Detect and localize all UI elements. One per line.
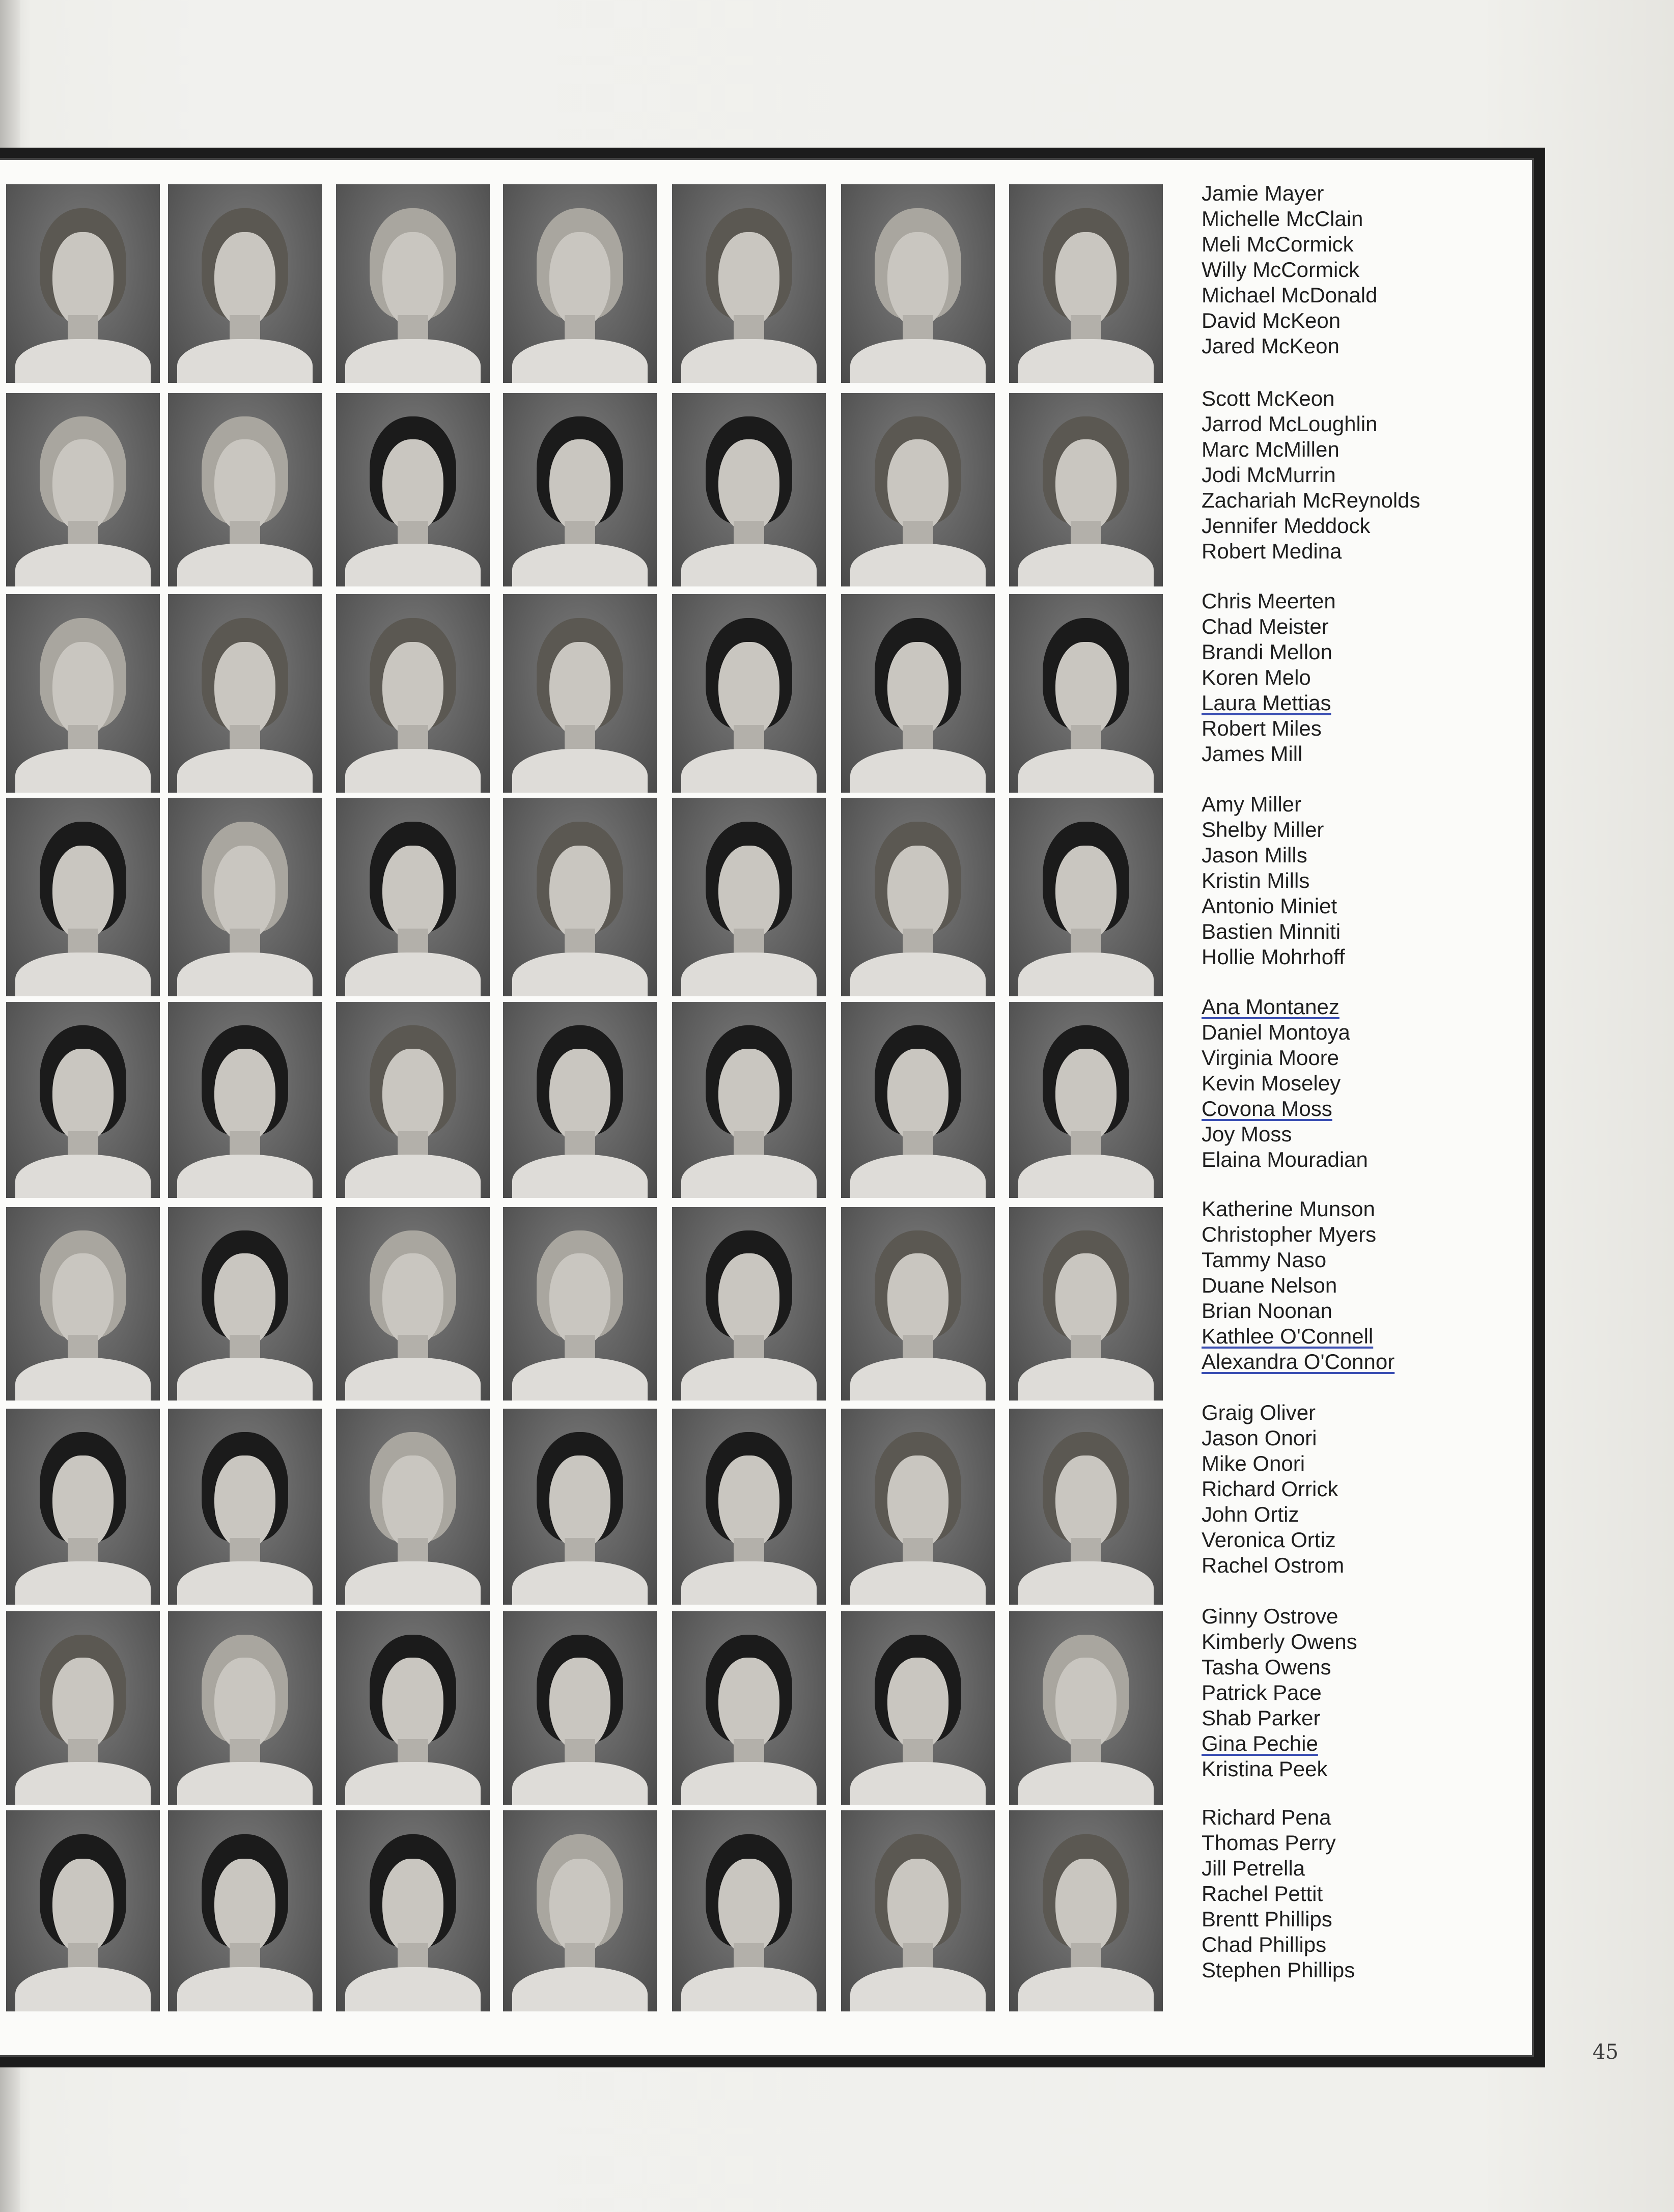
- portrait-face: [52, 232, 114, 327]
- portrait-shirt: [681, 1561, 817, 1605]
- portrait-shirt: [1018, 1561, 1154, 1605]
- student-name: Shab Parker: [1202, 1706, 1321, 1730]
- student-portrait: [1009, 184, 1163, 383]
- student-name: James Mill: [1202, 742, 1303, 766]
- portrait-shirt: [177, 1358, 313, 1401]
- portrait-shirt: [850, 1762, 986, 1805]
- name-block: [1202, 994, 1517, 1172]
- student-portrait: [168, 798, 322, 996]
- student-name: Kimberly Owens: [1202, 1630, 1357, 1654]
- student-portrait: [336, 393, 490, 586]
- student-portrait: [336, 1409, 490, 1605]
- student-name: Virginia Moore: [1202, 1046, 1340, 1070]
- student-name: Ana Montanez: [1202, 995, 1340, 1019]
- portrait-face: [52, 1049, 114, 1143]
- student-name: Kristina Peek: [1202, 1757, 1328, 1781]
- portrait-shirt: [345, 544, 481, 586]
- portrait-shirt: [1018, 1358, 1154, 1401]
- student-portrait: [841, 1207, 995, 1401]
- student-name: Koren Melo: [1202, 665, 1311, 689]
- student-name: Bastien Minniti: [1202, 919, 1341, 943]
- portrait-face: [52, 439, 114, 532]
- student-portrait: [6, 1409, 160, 1605]
- portrait-face: [382, 642, 444, 737]
- student-portrait: [1009, 1611, 1163, 1805]
- student-portrait: [336, 1207, 490, 1401]
- portrait-shirt: [345, 339, 481, 383]
- page-number: 45: [1593, 2040, 1619, 2064]
- portrait-shirt: [15, 1762, 151, 1805]
- portrait-shirt: [512, 1155, 648, 1198]
- portrait-shirt: [177, 544, 313, 586]
- portrait-face: [382, 1455, 444, 1550]
- student-name: Covona Moss: [1202, 1097, 1332, 1121]
- student-name: Robert Medina: [1202, 539, 1342, 563]
- portrait-face: [718, 232, 780, 327]
- student-name: Joy Moss: [1202, 1122, 1292, 1146]
- student-name: Ginny Ostrove: [1202, 1604, 1338, 1628]
- portrait-shirt: [177, 1967, 313, 2011]
- portrait-face: [718, 1049, 780, 1143]
- portrait-shirt: [512, 1967, 648, 2011]
- portrait-shirt: [681, 953, 817, 996]
- student-name: Amy Miller: [1202, 792, 1301, 816]
- portrait-face: [718, 1455, 780, 1550]
- portrait-shirt: [1018, 953, 1154, 996]
- student-name: John Ortiz: [1202, 1502, 1299, 1526]
- student-portrait: [672, 1409, 826, 1605]
- student-portrait: [336, 1810, 490, 2011]
- student-portrait: [6, 594, 160, 793]
- portrait-face: [1055, 846, 1117, 941]
- portrait-shirt: [345, 1561, 481, 1605]
- portrait-face: [549, 1859, 611, 1955]
- portrait-face: [549, 846, 611, 941]
- portrait-shirt: [681, 1358, 817, 1401]
- portrait-shirt: [681, 1155, 817, 1198]
- portrait-shirt: [850, 953, 986, 996]
- portrait-face: [1055, 439, 1117, 532]
- portrait-face: [718, 1253, 780, 1346]
- student-portrait: [841, 1002, 995, 1198]
- portrait-shirt: [1018, 544, 1154, 586]
- portrait-shirt: [681, 1967, 817, 2011]
- student-portrait: [336, 1002, 490, 1198]
- student-portrait: [336, 184, 490, 383]
- student-portrait: [503, 184, 657, 383]
- portrait-face: [52, 1455, 114, 1550]
- portrait-face: [549, 1658, 611, 1750]
- student-name: Thomas Perry: [1202, 1831, 1336, 1855]
- portrait-face: [382, 1253, 444, 1346]
- student-portrait: [503, 1002, 657, 1198]
- student-portrait: [6, 393, 160, 586]
- student-name: Gina Pechie: [1202, 1731, 1318, 1755]
- student-name: Rachel Ostrom: [1202, 1553, 1345, 1577]
- student-name: Tammy Naso: [1202, 1248, 1327, 1272]
- student-portrait: [672, 798, 826, 996]
- student-name: Katherine Munson: [1202, 1197, 1375, 1221]
- portrait-face: [214, 439, 276, 532]
- student-portrait: [672, 594, 826, 793]
- portrait-shirt: [850, 544, 986, 586]
- portrait-shirt: [177, 749, 313, 793]
- portrait-shirt: [15, 1967, 151, 2011]
- portrait-shirt: [15, 1155, 151, 1198]
- portrait-face: [52, 846, 114, 941]
- portrait-shirt: [345, 953, 481, 996]
- portrait-face: [214, 1049, 276, 1143]
- student-name: Chad Phillips: [1202, 1933, 1327, 1956]
- portrait-face: [887, 1455, 949, 1550]
- portrait-face: [887, 1859, 949, 1955]
- student-portrait: [1009, 393, 1163, 586]
- student-name: Rachel Pettit: [1202, 1882, 1323, 1906]
- student-name: Scott McKeon: [1202, 386, 1335, 410]
- student-name: Jodi McMurrin: [1202, 463, 1336, 487]
- student-name: Michael McDonald: [1202, 283, 1378, 307]
- student-portrait: [672, 184, 826, 383]
- portrait-face: [1055, 1049, 1117, 1143]
- student-portrait: [841, 1409, 995, 1605]
- name-block: [1202, 589, 1517, 767]
- portrait-face: [1055, 1455, 1117, 1550]
- portrait-face: [718, 642, 780, 737]
- portrait-shirt: [177, 339, 313, 383]
- portrait-face: [1055, 1253, 1117, 1346]
- portrait-face: [214, 232, 276, 327]
- student-portrait: [6, 184, 160, 383]
- student-name: Meli McCormick: [1202, 232, 1354, 256]
- student-portrait: [168, 594, 322, 793]
- portrait-face: [718, 1658, 780, 1750]
- student-name: Hollie Mohrhoff: [1202, 945, 1345, 969]
- student-portrait: [168, 1207, 322, 1401]
- portrait-shirt: [1018, 339, 1154, 383]
- portrait-shirt: [681, 749, 817, 793]
- portrait-face: [52, 1859, 114, 1955]
- student-name: Alexandra O'Connor: [1202, 1350, 1395, 1374]
- student-portrait: [1009, 798, 1163, 996]
- student-name: Shelby Miller: [1202, 818, 1324, 842]
- portrait-shirt: [15, 339, 151, 383]
- portrait-shirt: [15, 544, 151, 586]
- portrait-face: [52, 1658, 114, 1750]
- portrait-shirt: [177, 1762, 313, 1805]
- portrait-face: [214, 1658, 276, 1750]
- portrait-shirt: [512, 339, 648, 383]
- student-portrait: [336, 594, 490, 793]
- portrait-face: [887, 1253, 949, 1346]
- portrait-face: [887, 1049, 949, 1143]
- student-portrait: [503, 1409, 657, 1605]
- student-portrait: [503, 1611, 657, 1805]
- student-name: Brandi Mellon: [1202, 640, 1332, 664]
- student-name: Kristin Mills: [1202, 869, 1310, 892]
- student-portrait: [336, 1611, 490, 1805]
- student-portrait: [6, 1207, 160, 1401]
- student-name: Chris Meerten: [1202, 589, 1336, 613]
- portrait-shirt: [1018, 749, 1154, 793]
- portrait-face: [549, 1455, 611, 1550]
- portrait-shirt: [850, 339, 986, 383]
- student-portrait: [672, 1611, 826, 1805]
- student-portrait: [672, 393, 826, 586]
- portrait-face: [214, 846, 276, 941]
- portrait-shirt: [1018, 1967, 1154, 2011]
- student-portrait: [672, 1002, 826, 1198]
- student-portrait: [1009, 1002, 1163, 1198]
- student-portrait: [6, 798, 160, 996]
- portrait-face: [52, 1253, 114, 1346]
- portrait-face: [887, 1658, 949, 1750]
- portrait-face: [382, 439, 444, 532]
- portrait-face: [549, 642, 611, 737]
- portrait-shirt: [345, 749, 481, 793]
- student-portrait: [168, 393, 322, 586]
- portrait-shirt: [681, 544, 817, 586]
- student-name: Jamie Mayer: [1202, 181, 1324, 205]
- portrait-shirt: [15, 1358, 151, 1401]
- student-name: Graig Oliver: [1202, 1401, 1316, 1424]
- portrait-face: [214, 1455, 276, 1550]
- portrait-face: [1055, 232, 1117, 327]
- student-name: Elaina Mouradian: [1202, 1147, 1368, 1171]
- portrait-shirt: [15, 749, 151, 793]
- name-block: [1202, 181, 1517, 359]
- portrait-shirt: [512, 953, 648, 996]
- portrait-shirt: [512, 1762, 648, 1805]
- student-name: Mike Onori: [1202, 1451, 1305, 1475]
- student-portrait: [1009, 1409, 1163, 1605]
- portrait-face: [887, 439, 949, 532]
- student-name: Kevin Moseley: [1202, 1071, 1341, 1095]
- student-portrait: [1009, 594, 1163, 793]
- student-name: Daniel Montoya: [1202, 1020, 1350, 1044]
- student-name: David McKeon: [1202, 309, 1341, 332]
- portrait-face: [382, 1658, 444, 1750]
- portrait-face: [887, 642, 949, 737]
- student-name: Jason Onori: [1202, 1426, 1317, 1450]
- portrait-shirt: [1018, 1762, 1154, 1805]
- portrait-face: [1055, 642, 1117, 737]
- name-block: [1202, 1805, 1517, 1983]
- portrait-shirt: [512, 1561, 648, 1605]
- portrait-face: [1055, 1658, 1117, 1750]
- student-name: Tasha Owens: [1202, 1655, 1331, 1679]
- name-block: [1202, 1400, 1517, 1578]
- portrait-face: [549, 1049, 611, 1143]
- student-portrait: [1009, 1810, 1163, 2011]
- portrait-shirt: [681, 1762, 817, 1805]
- portrait-shirt: [850, 1155, 986, 1198]
- student-name: Veronica Ortiz: [1202, 1528, 1336, 1552]
- student-portrait: [503, 798, 657, 996]
- student-name: Jarrod McLoughlin: [1202, 412, 1378, 436]
- student-portrait: [503, 1207, 657, 1401]
- portrait-face: [549, 1253, 611, 1346]
- student-name: Brian Noonan: [1202, 1299, 1332, 1323]
- portrait-face: [214, 642, 276, 737]
- student-name: Jason Mills: [1202, 843, 1307, 867]
- portrait-shirt: [850, 1561, 986, 1605]
- portrait-shirt: [345, 1155, 481, 1198]
- student-portrait: [841, 798, 995, 996]
- portrait-face: [214, 1253, 276, 1346]
- student-name: Antonio Miniet: [1202, 894, 1337, 918]
- student-portrait: [6, 1611, 160, 1805]
- portrait-face: [718, 439, 780, 532]
- student-name: Chad Meister: [1202, 614, 1329, 638]
- portrait-face: [52, 642, 114, 737]
- portrait-face: [382, 1049, 444, 1143]
- portrait-shirt: [177, 1561, 313, 1605]
- portrait-shirt: [1018, 1155, 1154, 1198]
- portrait-shirt: [850, 749, 986, 793]
- portrait-shirt: [345, 1358, 481, 1401]
- portrait-face: [382, 846, 444, 941]
- student-portrait: [168, 1810, 322, 2011]
- student-name: Brentt Phillips: [1202, 1907, 1332, 1931]
- student-portrait: [672, 1810, 826, 2011]
- portrait-shirt: [512, 544, 648, 586]
- student-portrait: [841, 1611, 995, 1805]
- student-name: Marc McMillen: [1202, 437, 1340, 461]
- portrait-face: [382, 1859, 444, 1955]
- portrait-face: [718, 1859, 780, 1955]
- student-name: Michelle McClain: [1202, 207, 1363, 231]
- student-portrait: [6, 1810, 160, 2011]
- student-portrait: [841, 184, 995, 383]
- name-block: [1202, 386, 1517, 564]
- student-portrait: [6, 1002, 160, 1198]
- student-name: Kathlee O'Connell: [1202, 1324, 1374, 1348]
- student-portrait: [503, 1810, 657, 2011]
- portrait-shirt: [177, 1155, 313, 1198]
- student-portrait: [503, 393, 657, 586]
- student-name: Jill Petrella: [1202, 1856, 1305, 1880]
- portrait-shirt: [15, 1561, 151, 1605]
- student-portrait: [168, 1409, 322, 1605]
- portrait-shirt: [345, 1967, 481, 2011]
- portrait-shirt: [512, 1358, 648, 1401]
- student-name: Zachariah McReynolds: [1202, 488, 1420, 512]
- student-name: Patrick Pace: [1202, 1681, 1322, 1704]
- student-portrait: [168, 184, 322, 383]
- student-name: Laura Mettias: [1202, 691, 1331, 715]
- student-name: Richard Orrick: [1202, 1477, 1338, 1501]
- name-block: [1202, 792, 1517, 970]
- portrait-face: [887, 846, 949, 941]
- student-portrait: [841, 594, 995, 793]
- student-portrait: [503, 594, 657, 793]
- portrait-face: [887, 232, 949, 327]
- student-portrait: [672, 1207, 826, 1401]
- portrait-shirt: [681, 339, 817, 383]
- portrait-face: [549, 232, 611, 327]
- student-portrait: [168, 1611, 322, 1805]
- student-portrait: [1009, 1207, 1163, 1401]
- name-block: [1202, 1196, 1517, 1375]
- student-name: Duane Nelson: [1202, 1273, 1337, 1297]
- student-name: Willy McCormick: [1202, 258, 1360, 282]
- student-name: Robert Miles: [1202, 716, 1322, 740]
- portrait-shirt: [850, 1358, 986, 1401]
- portrait-face: [214, 1859, 276, 1955]
- portrait-face: [718, 846, 780, 941]
- student-name: Christopher Myers: [1202, 1222, 1377, 1246]
- student-name: Jennifer Meddock: [1202, 514, 1371, 538]
- portrait-face: [549, 439, 611, 532]
- portrait-shirt: [512, 749, 648, 793]
- portrait-shirt: [345, 1762, 481, 1805]
- portrait-shirt: [15, 953, 151, 996]
- student-portrait: [841, 393, 995, 586]
- student-name: Jared McKeon: [1202, 334, 1340, 358]
- portrait-face: [1055, 1859, 1117, 1955]
- student-portrait: [336, 798, 490, 996]
- portrait-shirt: [177, 953, 313, 996]
- student-portrait: [841, 1810, 995, 2011]
- student-name: Stephen Phillips: [1202, 1958, 1355, 1982]
- portrait-face: [382, 232, 444, 327]
- portrait-shirt: [850, 1967, 986, 2011]
- student-name: Richard Pena: [1202, 1805, 1331, 1829]
- student-portrait: [168, 1002, 322, 1198]
- name-block: [1202, 1604, 1517, 1782]
